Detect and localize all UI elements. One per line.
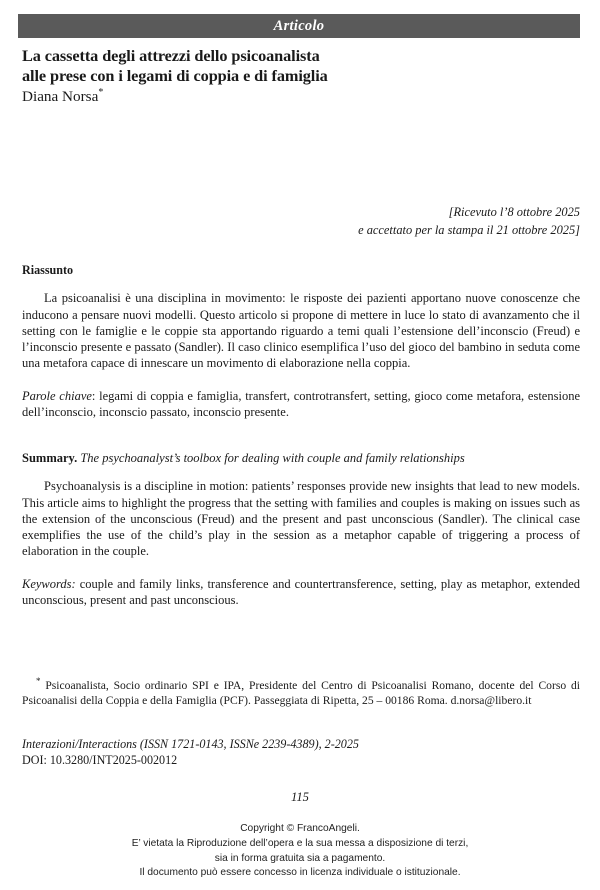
doi-line: DOI: 10.3280/INT2025-002012 [22, 753, 178, 768]
author-footnote-marker: * [98, 86, 104, 98]
journal-issn-line: Interazioni/Interactions (ISSN 1721-0143, ISSNe 2239-4389), 2-2025 [22, 737, 359, 751]
keywords-label-italian: Parole chiave [22, 388, 92, 403]
section-banner-label: Articolo [273, 17, 325, 34]
keywords-separator-italian: : [91, 388, 100, 403]
keywords-english [22, 576, 580, 609]
date-received: [Ricevuto l’8 ottobre 2025 [448, 205, 580, 220]
copyright-line-3: sia in forma gratuita sia a pagamento. [214, 852, 386, 864]
abstract-heading-italian: Riassunto [22, 263, 74, 278]
copyright-line-1: Copyright © FrancoAngeli. [240, 823, 360, 834]
submission-dates [22, 204, 580, 239]
copyright-line-2: E’ vietata la Riproduzione dell’opera e la sua messa a disposizione di terzi, [131, 837, 469, 849]
keywords-list-english: couple and family links, transference and countertransference, setting, play as metaphor, extended unconscious, present and past unconscious. [22, 576, 580, 607]
author-name: Diana Norsa [22, 87, 99, 105]
abstract-body-italian: La psicoanalisi è una disciplina in movimento: le risposte dei pazienti apportano nuove conoscenze che inducono a pensare nuovi modelli. Questo articolo si propone di mettere in luce lo stato di avanzamento che il setting con le famiglie e le coppie sta apportando riguardo a temi quali l’estensione dell’inconscio (Freud) e l’inconscio presente e passato (Sandler). Il caso clinico esemplifica l’uso del gioco del bambino in seduta come una metafora capace di innescare un movimento di elaborazione nella coppia. [22, 291, 580, 371]
journal-citation [22, 736, 580, 768]
copyright-notice [0, 822, 600, 881]
page-title [22, 46, 580, 86]
keywords-label-english: Keywords: [22, 576, 76, 591]
summary-label: Summary. [22, 451, 78, 466]
copyright-line-4: Il documento può essere concesso in licenza individuale o istituzionale. [139, 867, 461, 879]
page-number: 115 [291, 790, 309, 804]
date-accepted: e accettato per la stampa il 21 ottobre 2025] [358, 222, 580, 237]
summary-heading-english [22, 450, 580, 466]
summary-title: The psychoanalyst’s toolbox for dealing with couple and family relationships [80, 451, 465, 466]
abstract-body-english: Psychoanalysis is a discipline in motion: patients’ responses provide new insights that lead to new models. This article aims to highlight the progress that the setting with families and couples is making on issues such as the extension of the unconscious (Freud) and the present and past unconscious (Sandler). The clinical case exemplifies the use of the child’s play in the session as a metaphor capable of triggering a process of elaboration in the couple. [22, 479, 580, 559]
keywords-italian [22, 388, 580, 421]
title-line-1: La cassetta degli attrezzi dello psicoanalista [22, 46, 320, 65]
title-line-2: alle prese con i legami di coppia e di famiglia [22, 65, 328, 85]
footnote-text: Psicoanalista, Socio ordinario SPI e IPA, Presidente del Centro di Psicoanalisi Romano, docente del Corso di Psicoanalisi della Coppia e della Famiglia (PCF). Passeggiata di Ripetta, 25 – 00186 Roma. d.norsa@libero.it [22, 678, 580, 707]
footnote-marker: * [36, 676, 41, 686]
section-banner [18, 14, 580, 38]
keywords-list-italian: legami di coppia e famiglia, transfert, controtransfert, setting, gioco come metafora, estensione dell’inconscio, inconscio passato, inconscio presente. [22, 388, 580, 419]
author-byline [22, 87, 580, 106]
author-affiliation-footnote [22, 676, 580, 708]
article-header-block [22, 46, 580, 608]
